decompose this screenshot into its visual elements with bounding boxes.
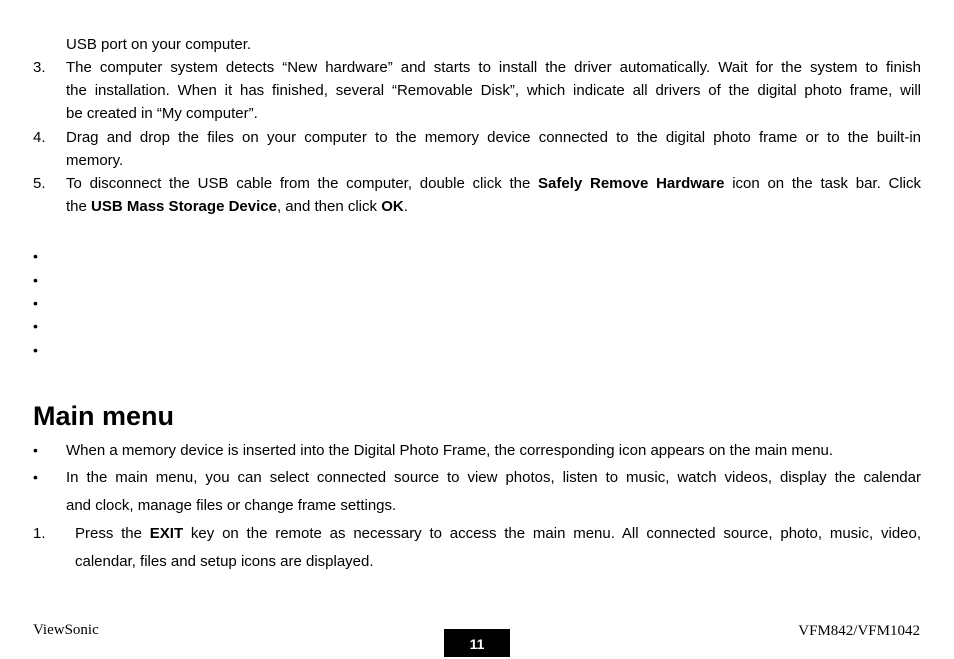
step-3-line-2: the installation. When it has finished, several “Removable Disk”, which indicate all drivers of the digital photo frame, will [66, 82, 921, 99]
empty-bullet: • [33, 318, 38, 334]
step-3-line-3: be created in “My computer”. [66, 105, 258, 122]
step-4-number: 4. [33, 129, 46, 146]
step-5-line-2: the USB Mass Storage Device, and then click OK. [66, 198, 408, 215]
bullet-2-line-2: and clock, manage files or change frame settings. [66, 497, 397, 514]
step-4-line-2: memory. [66, 152, 124, 169]
main-step-1-line-1: Press the EXIT key on the remote as necessary to access the main menu. All connected source, photo, music, video, [75, 525, 922, 542]
footer-brand: ViewSonic [33, 622, 99, 638]
step-4-line-1: Drag and drop the files on your computer to the memory device connected to the digital photo frame or to the built-in [66, 129, 921, 146]
page-number: 11 [444, 629, 510, 657]
empty-bullet: • [33, 295, 38, 311]
empty-bullet: • [33, 248, 38, 264]
step-3-number: 3. [33, 59, 46, 76]
section-heading: Main menu [33, 401, 175, 431]
main-step-1-number: 1. [33, 525, 46, 542]
bullet-2-line-1: In the main menu, you can select connected source to view photos, listen to music, watch videos, display the calendar [66, 469, 921, 486]
safely-remove-hardware-label: Safely Remove Hardware [538, 175, 725, 192]
step-2-continued: USB port on your computer. [66, 36, 252, 53]
step-3-line-1: The computer system detects “New hardware” and starts to install the driver automatically. Wait for the system to finish [66, 59, 921, 76]
footer-model: VFM842/VFM1042 [798, 623, 920, 639]
bullet-1-marker: • [33, 442, 38, 458]
main-step-1-line-2: calendar, files and setup icons are displayed. [75, 553, 374, 570]
bullet-1-text: When a memory device is inserted into the Digital Photo Frame, the corresponding icon appears on the main menu. [66, 442, 834, 459]
bullet-2-marker: • [33, 469, 38, 485]
exit-key-label: EXIT [149, 525, 184, 542]
ok-label: OK [381, 198, 404, 215]
usb-mass-storage-label: USB Mass Storage Device [91, 198, 277, 215]
step-5-line-1: To disconnect the USB cable from the computer, double click the Safely Remove Hardware icon on the task bar. Click [66, 175, 921, 192]
step-5-number: 5. [33, 175, 46, 192]
empty-bullet: • [33, 272, 38, 288]
empty-bullet: • [33, 342, 38, 358]
